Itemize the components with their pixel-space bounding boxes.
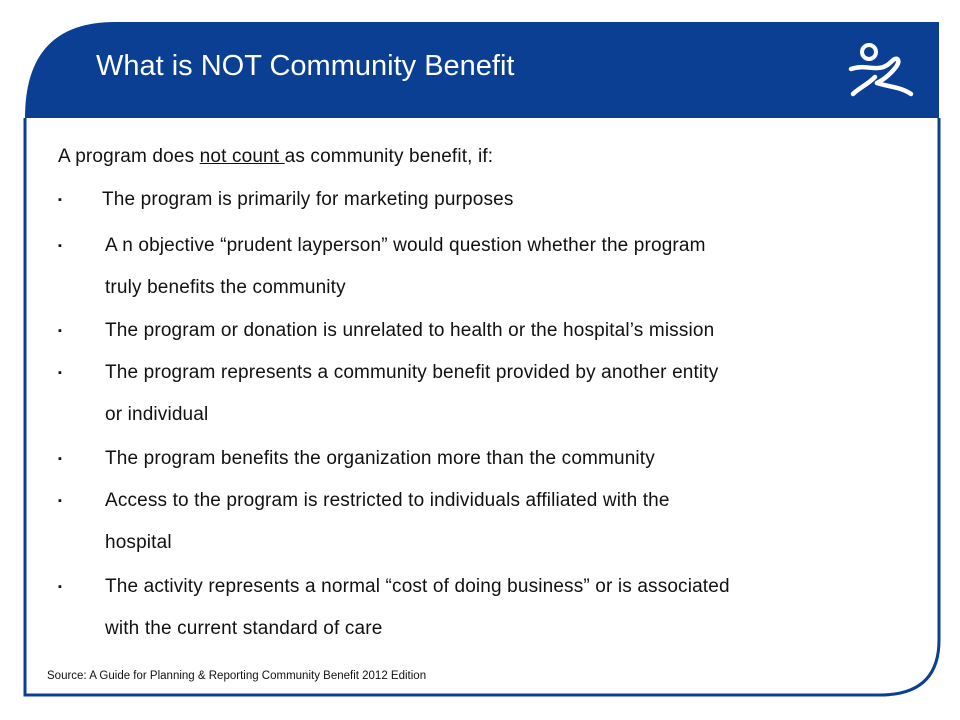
bullet-text-line: The program or donation is unrelated to health or the hospital’s mission — [105, 320, 715, 341]
bullet-text-line: truly benefits the community — [105, 277, 346, 298]
stick-figure-logo-icon — [845, 43, 917, 99]
intro-text — [58, 146, 493, 168]
bullet-text-line: The program is primarily for marketing purposes — [102, 189, 514, 210]
intro-text-start: A program does — [58, 146, 200, 167]
source-citation: Source: A Guide for Planning & Reporting Community Benefit 2012 Edition — [47, 670, 427, 682]
square-bullet-icon: ▪ — [58, 581, 63, 593]
bullet-text-line: or individual — [105, 404, 209, 425]
bullet-text-line: The activity represents a normal “cost of doing business” or is associated — [105, 576, 730, 597]
intro-text-underlined: not count — [199, 146, 285, 167]
square-bullet-icon: ▪ — [58, 367, 63, 379]
bullet-text-line: with the current standard of care — [105, 618, 383, 639]
bullet-text-line: The program represents a community benefit provided by another entity — [105, 362, 719, 383]
intro-text-end: as community benefit, if: — [284, 146, 494, 167]
bullet-text-line: hospital — [105, 532, 172, 553]
square-bullet-icon: ▪ — [58, 325, 63, 337]
bullet-text-line: Access to the program is restricted to individuals affiliated with the — [105, 490, 670, 511]
square-bullet-icon: ▪ — [58, 194, 63, 206]
square-bullet-icon: ▪ — [58, 240, 63, 252]
square-bullet-icon: ▪ — [58, 495, 63, 507]
slide-title: What is NOT Community Benefit — [96, 50, 515, 82]
square-bullet-icon: ▪ — [58, 453, 63, 465]
bullet-text-line: The program benefits the organization more than the community — [105, 448, 655, 469]
bullet-text-line: A n objective “prudent layperson” would question whether the program — [105, 235, 706, 256]
